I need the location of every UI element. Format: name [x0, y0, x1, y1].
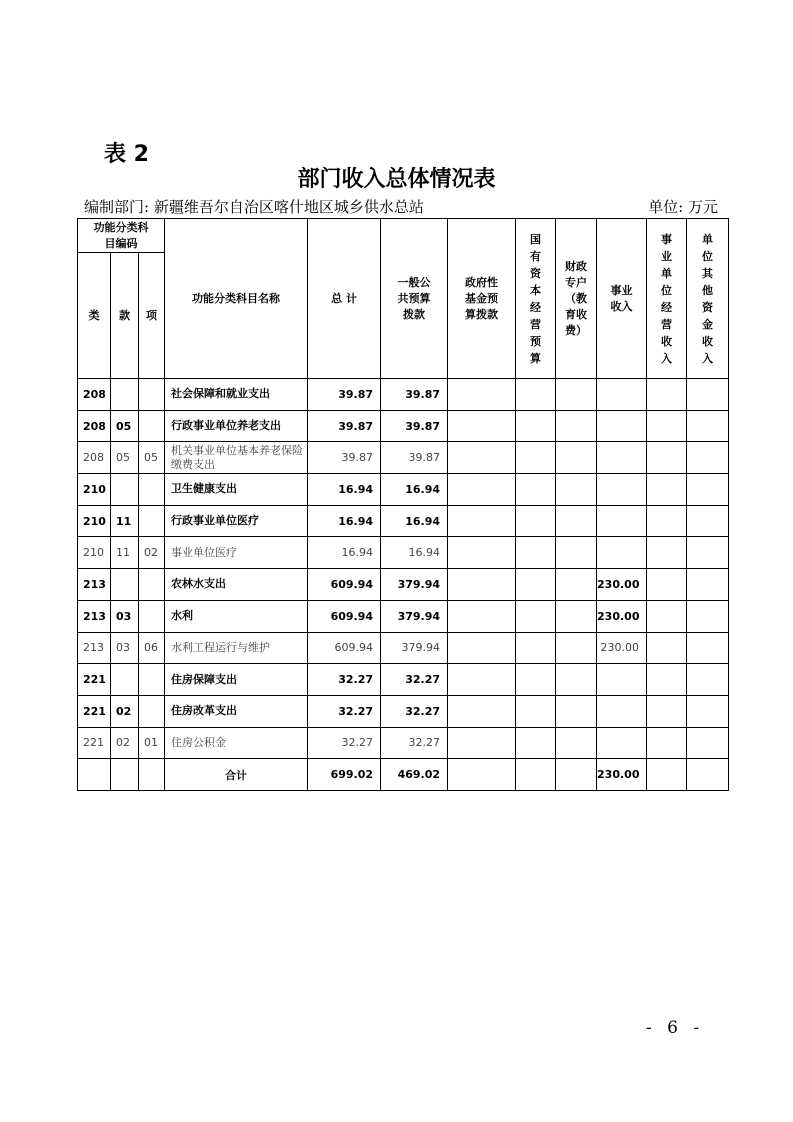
header-government-fund [448, 219, 516, 379]
table-row [78, 695, 729, 727]
header-char: 营 [530, 317, 542, 331]
cell-other [687, 727, 729, 759]
header-name: 功能分类科目名称 [165, 219, 308, 379]
header-char: 入 [661, 351, 673, 365]
header-char: 营 [661, 317, 673, 331]
header-char: 经 [530, 300, 542, 314]
cell-general: 379.94 [381, 632, 448, 664]
total-xiang [139, 759, 165, 791]
cell-other [687, 569, 729, 601]
cell-business [597, 505, 647, 537]
cell-state-capital [516, 695, 556, 727]
table-row [78, 379, 729, 411]
table-row [78, 474, 729, 506]
cell-lei: 213 [78, 569, 111, 601]
cell-kuan: 11 [111, 537, 139, 569]
cell-xiang: 01 [139, 727, 165, 759]
cell-xiang [139, 664, 165, 696]
cell-fiscal [556, 569, 597, 601]
cell-operating [647, 569, 687, 601]
table-row [78, 410, 729, 442]
cell-general: 379.94 [381, 600, 448, 632]
cell-kuan: 05 [111, 410, 139, 442]
cell-business [597, 695, 647, 727]
cell-xiang [139, 569, 165, 601]
cell-fund [448, 410, 516, 442]
unit-label: 单位: 万元 [648, 198, 718, 216]
income-summary-table [77, 218, 729, 791]
table-row [78, 600, 729, 632]
cell-other [687, 379, 729, 411]
total-state-capital [516, 759, 556, 791]
cell-other [687, 600, 729, 632]
cell-name: 住房公积金 [165, 727, 308, 759]
cell-general: 16.94 [381, 537, 448, 569]
document-title: 部门收入总体情况表 [297, 167, 496, 192]
cell-kuan [111, 569, 139, 601]
header-general-line2: 共预算 [397, 291, 431, 305]
cell-lei: 210 [78, 505, 111, 537]
cell-other [687, 695, 729, 727]
cell-business [597, 664, 647, 696]
cell-xiang [139, 505, 165, 537]
cell-business [597, 474, 647, 506]
cell-state-capital [516, 442, 556, 474]
cell-operating [647, 410, 687, 442]
cell-fund [448, 505, 516, 537]
cell-lei: 221 [78, 727, 111, 759]
cell-lei: 221 [78, 695, 111, 727]
cell-fund [448, 600, 516, 632]
cell-business: 230.00 [597, 632, 647, 664]
cell-general: 379.94 [381, 569, 448, 601]
header-business-line1: 事业 [610, 283, 633, 297]
cell-xiang: 06 [139, 632, 165, 664]
cell-fiscal [556, 632, 597, 664]
cell-fiscal [556, 379, 597, 411]
header-char: 其 [702, 266, 714, 280]
cell-state-capital [516, 569, 556, 601]
header-code-group [78, 219, 165, 253]
cell-total: 32.27 [308, 695, 381, 727]
cell-operating [647, 379, 687, 411]
cell-name: 行政事业单位养老支出 [165, 410, 308, 442]
cell-operating [647, 632, 687, 664]
total-operating [647, 759, 687, 791]
cell-operating [647, 537, 687, 569]
header-code-group-line2: 目编码 [104, 236, 138, 250]
cell-operating [647, 727, 687, 759]
table-row [78, 664, 729, 696]
cell-lei: 208 [78, 410, 111, 442]
cell-fund [448, 379, 516, 411]
header-kuan: 款 [111, 253, 139, 379]
cell-general: 16.94 [381, 474, 448, 506]
table-row [78, 442, 729, 474]
total-business: 230.00 [597, 759, 647, 791]
header-char: 算 [530, 351, 542, 365]
header-fund-line1: 政府性 [465, 275, 499, 289]
header-char: 本 [530, 283, 542, 297]
cell-fiscal [556, 727, 597, 759]
total-other [687, 759, 729, 791]
cell-state-capital [516, 664, 556, 696]
cell-general: 16.94 [381, 505, 448, 537]
cell-fiscal [556, 505, 597, 537]
cell-lei: 210 [78, 474, 111, 506]
cell-total: 16.94 [308, 474, 381, 506]
cell-lei: 208 [78, 379, 111, 411]
cell-total: 609.94 [308, 569, 381, 601]
cell-name: 行政事业单位医疗 [165, 505, 308, 537]
cell-business [597, 442, 647, 474]
cell-general: 39.87 [381, 379, 448, 411]
cell-state-capital [516, 474, 556, 506]
table-number-label: 表 2 [104, 142, 149, 167]
header-other-income [687, 219, 729, 379]
cell-name: 社会保障和就业支出 [165, 379, 308, 411]
table-row [78, 632, 729, 664]
cell-lei: 221 [78, 664, 111, 696]
header-char: 业 [661, 249, 673, 263]
header-state-capital [516, 219, 556, 379]
total-sum: 699.02 [308, 759, 381, 791]
total-row [78, 759, 729, 791]
cell-lei: 210 [78, 537, 111, 569]
cell-other [687, 664, 729, 696]
cell-other [687, 632, 729, 664]
cell-fiscal [556, 695, 597, 727]
cell-kuan: 02 [111, 727, 139, 759]
header-code-group-line1: 功能分类科 [93, 220, 149, 234]
cell-operating [647, 474, 687, 506]
cell-kuan: 11 [111, 505, 139, 537]
header-general-line1: 一般公 [397, 275, 431, 289]
header-fund-line3: 算拨款 [465, 307, 499, 321]
cell-other [687, 410, 729, 442]
cell-total: 32.27 [308, 664, 381, 696]
cell-kuan [111, 664, 139, 696]
cell-xiang: 05 [139, 442, 165, 474]
cell-state-capital [516, 600, 556, 632]
cell-total: 39.87 [308, 442, 381, 474]
page-number: - 6 - [646, 1018, 705, 1038]
cell-xiang [139, 695, 165, 727]
cell-business [597, 410, 647, 442]
header-char: 经 [661, 300, 673, 314]
cell-total: 39.87 [308, 410, 381, 442]
cell-fund [448, 474, 516, 506]
total-fund [448, 759, 516, 791]
header-char: 有 [530, 249, 542, 263]
cell-total: 609.94 [308, 632, 381, 664]
cell-other [687, 537, 729, 569]
header-char: 收 [661, 334, 673, 348]
header-fiscal-line4: 育收 [565, 307, 588, 321]
cell-general: 32.27 [381, 695, 448, 727]
cell-total: 609.94 [308, 600, 381, 632]
header-fiscal-account [556, 219, 597, 379]
cell-fund [448, 569, 516, 601]
cell-other [687, 474, 729, 506]
cell-kuan: 03 [111, 632, 139, 664]
header-char: 预 [530, 334, 542, 348]
cell-kuan [111, 379, 139, 411]
header-char: 事 [661, 232, 673, 246]
cell-xiang [139, 410, 165, 442]
cell-fund [448, 727, 516, 759]
cell-xiang: 02 [139, 537, 165, 569]
cell-total: 32.27 [308, 727, 381, 759]
cell-lei: 213 [78, 600, 111, 632]
cell-fund [448, 537, 516, 569]
cell-xiang [139, 474, 165, 506]
header-fund-line2: 基金预 [465, 291, 499, 305]
cell-fiscal [556, 442, 597, 474]
header-char: 资 [702, 300, 714, 314]
cell-kuan: 02 [111, 695, 139, 727]
cell-general: 39.87 [381, 442, 448, 474]
header-char: 入 [702, 351, 714, 365]
cell-state-capital [516, 379, 556, 411]
cell-fund [448, 664, 516, 696]
header-business-income [597, 219, 647, 379]
header-general-line3: 拨款 [403, 307, 426, 321]
cell-name: 卫生健康支出 [165, 474, 308, 506]
header-fiscal-line2: 专户 [565, 275, 588, 289]
cell-kuan [111, 474, 139, 506]
cell-total: 16.94 [308, 505, 381, 537]
cell-fiscal [556, 600, 597, 632]
cell-name: 住房改革支出 [165, 695, 308, 727]
cell-kuan: 03 [111, 600, 139, 632]
header-char: 国 [530, 232, 542, 246]
header-char: 收 [702, 334, 714, 348]
cell-name: 机关事业单位基本养老保险缴费支出 [165, 442, 308, 474]
header-char: 单 [661, 266, 673, 280]
cell-total: 16.94 [308, 537, 381, 569]
header-char: 金 [702, 317, 714, 331]
cell-general: 32.27 [381, 727, 448, 759]
cell-name: 农林水支出 [165, 569, 308, 601]
cell-state-capital [516, 505, 556, 537]
cell-operating [647, 505, 687, 537]
table-row [78, 505, 729, 537]
header-total: 总 计 [308, 219, 381, 379]
header-operating-income [647, 219, 687, 379]
cell-name: 水利工程运行与维护 [165, 632, 308, 664]
cell-operating [647, 664, 687, 696]
header-lei: 类 [78, 253, 111, 379]
header-business-line2: 收入 [610, 299, 633, 313]
cell-total: 39.87 [308, 379, 381, 411]
cell-xiang [139, 379, 165, 411]
cell-kuan: 05 [111, 442, 139, 474]
header-fiscal-line1: 财政 [565, 259, 588, 273]
cell-fund [448, 442, 516, 474]
total-general: 469.02 [381, 759, 448, 791]
table-row [78, 537, 729, 569]
header-char: 资 [530, 266, 542, 280]
cell-fund [448, 632, 516, 664]
total-lei [78, 759, 111, 791]
total-fiscal [556, 759, 597, 791]
header-xiang: 项 [139, 253, 165, 379]
cell-name: 住房保障支出 [165, 664, 308, 696]
cell-fund [448, 695, 516, 727]
cell-fiscal [556, 664, 597, 696]
cell-name: 事业单位医疗 [165, 537, 308, 569]
header-char: 单 [702, 232, 714, 246]
cell-xiang [139, 600, 165, 632]
cell-general: 39.87 [381, 410, 448, 442]
cell-fiscal [556, 474, 597, 506]
cell-lei: 213 [78, 632, 111, 664]
cell-state-capital [516, 632, 556, 664]
header-fiscal-line5: 费） [565, 323, 588, 337]
cell-operating [647, 442, 687, 474]
cell-operating [647, 600, 687, 632]
cell-lei: 208 [78, 442, 111, 474]
header-row-1 [78, 219, 729, 253]
cell-name: 水利 [165, 600, 308, 632]
cell-operating [647, 695, 687, 727]
header-char: 位 [702, 249, 714, 263]
cell-other [687, 505, 729, 537]
cell-business [597, 727, 647, 759]
header-general-budget [381, 219, 448, 379]
total-label: 合计 [165, 759, 308, 791]
cell-general: 32.27 [381, 664, 448, 696]
header-char: 位 [661, 283, 673, 297]
cell-other [687, 442, 729, 474]
header-fiscal-line3: （教 [565, 291, 588, 305]
cell-business [597, 379, 647, 411]
table-row [78, 727, 729, 759]
total-kuan [111, 759, 139, 791]
cell-business: 230.00 [597, 569, 647, 601]
cell-state-capital [516, 410, 556, 442]
department-label: 编制部门: 新疆维吾尔自治区喀什地区城乡供水总站 [84, 198, 424, 216]
cell-state-capital [516, 727, 556, 759]
cell-state-capital [516, 537, 556, 569]
cell-fiscal [556, 410, 597, 442]
table-row [78, 569, 729, 601]
header-char: 他 [702, 283, 714, 297]
cell-fiscal [556, 537, 597, 569]
cell-business: 230.00 [597, 600, 647, 632]
cell-business [597, 537, 647, 569]
